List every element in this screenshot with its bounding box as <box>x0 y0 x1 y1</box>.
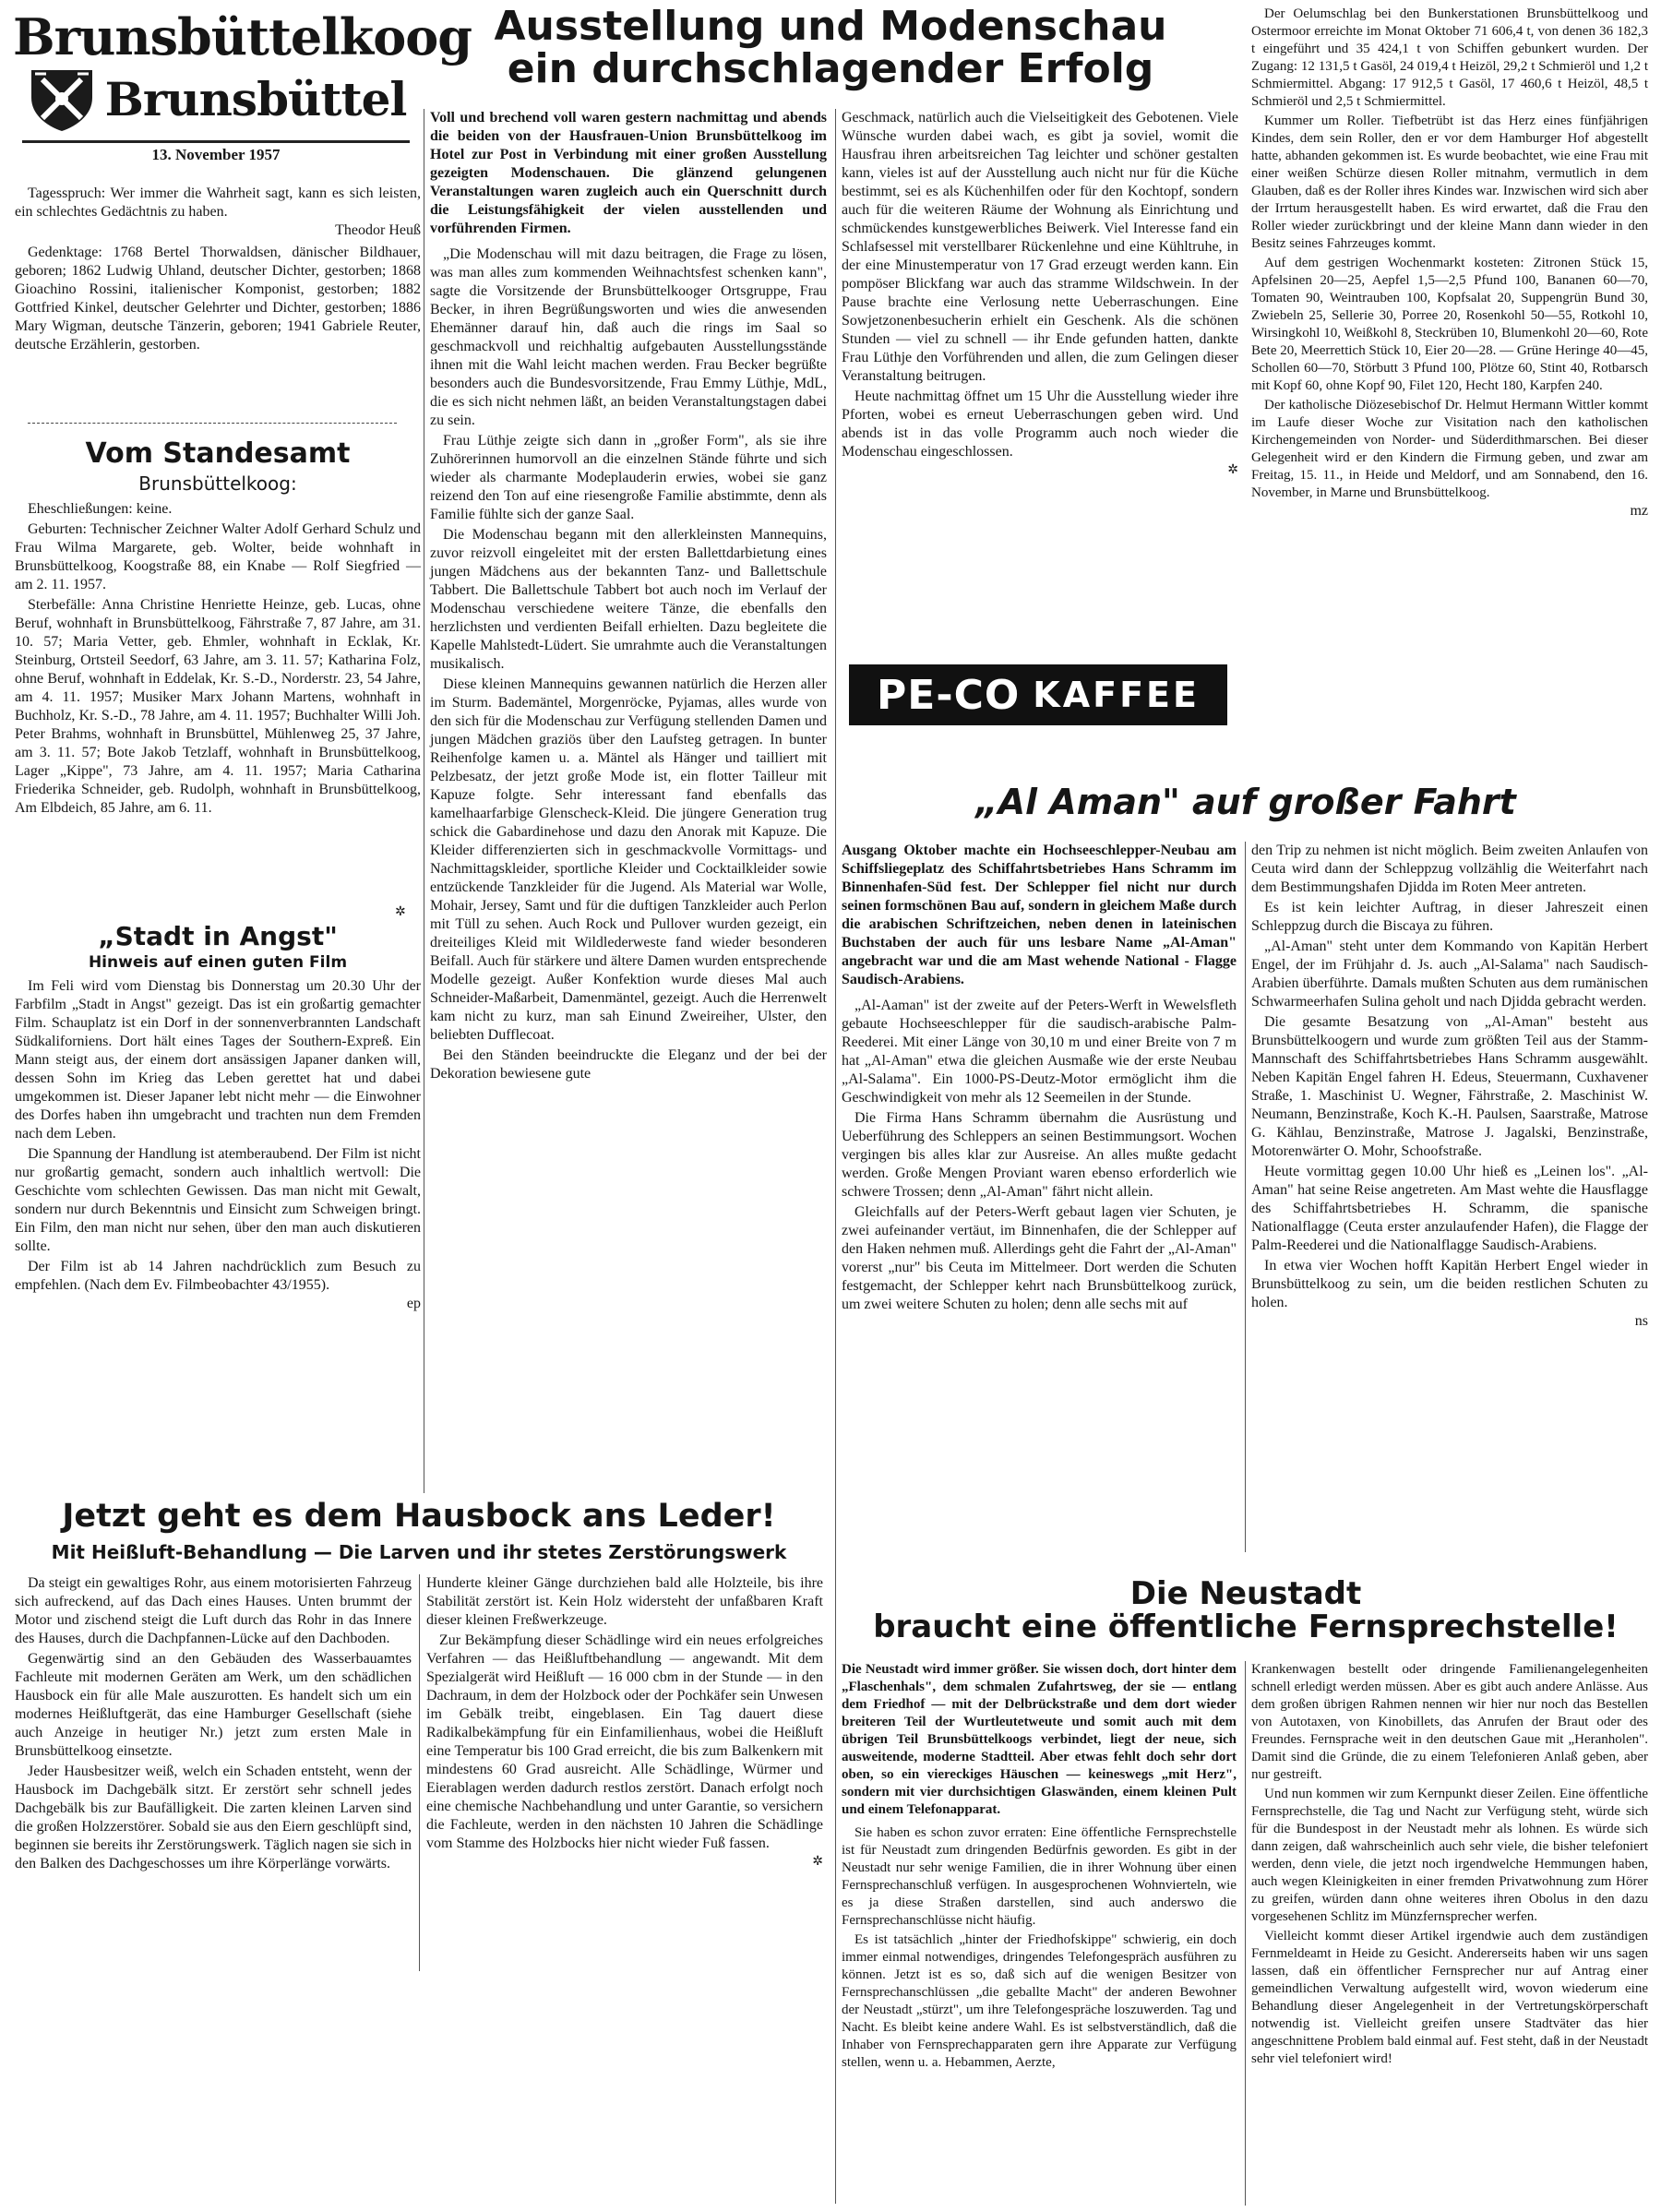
stadt-in-angst-p3: Der Film ist ab 14 Jahren nachdrücklich zum Besuch zu empfehlen. (Nach dem Ev. Filmbeobachter 43/1955). <box>15 1259 421 1294</box>
neustadt-p4: Und nun kommen wir zum Kernpunkt dieser Zeilen. Eine öffentliche Fernsprechstelle, die Tag und Nacht zur Verfügung steht, würde sich für die Bundespost in der Neustadt mehr als lohnen. Es würde sich dann zeigen, daß wahrscheinlich auch sehr viele, die bisher telefoniert werden, denn viele, die jetzt noch irgendwelche Hemmungen haben, auch wegen Kleinigkeiten in einer fremden Privatwohnung zum Hörer zu greifen, würden dann ohne weiteres ihren Obolus in den dazu vorgesehenen Schlitz im Münzfernsprecher werfen. <box>1251 1787 1648 1924</box>
neustadt-p3: Krankenwagen bestellt oder dringende Familienangelegenheiten schnell erledigt werden müssen. Aber es gibt auch andere Anlässe. Aus dem großen übrigen Rahmen nennen wir hier nur noch das Bestellen von Autotaxen, von Kinobillets, das Anrufen der Braut oder des Freundes. Fernsprache weit in den deutschen Gaue mit „Heranholen". Damit sind die Gründe, die zu einem Telefonieren Anlaß geben, aber nur gestreift. <box>1251 1662 1648 1782</box>
hausbock-title: Jetzt geht es dem Hausbock ans Leder! <box>62 1498 776 1535</box>
stadt-in-angst-p2: Die Spannung der Handlung ist atemberaubend. Der Film ist nicht nur großartig gemacht, sondern auch inhaltlich wertvoll: Die Geschichte vom schlechten Gewissen. Das man nicht mit Gewalt, sondern nur durch Bekenntnis und Einsicht zum Schweigen bringt. Ein Film, den man nicht nur sehen, über den man auch diskutieren sollte. <box>15 1146 421 1255</box>
stadt-in-angst-article <box>15 923 421 1417</box>
stadt-in-angst-title: „Stadt in Angst" <box>98 921 338 951</box>
neustadt-column-2 <box>1251 1661 1648 2206</box>
ausstellung-title: Ausstellung und Modenschau ein durchschlagender Erfolg <box>494 3 1167 93</box>
masthead-date: 13. November 1957 <box>151 146 281 163</box>
neustadt-p5: Vielleicht kommt dieser Artikel irgendwie auch dem zuständigen Fernmeldeamt in Heide zu Gesicht. Andererseits haben wir uns sagen lassen, daß ein öffentlicher Fernsprecher nur auf Antrag einer gemeindlichen Verwaltung aufgestellt wird, wovon wiederum eine Behandlung dieser Angelegenheit in der Vertretungskörperschaft notwendig ist. Vielleicht greifen unsere Stadtväter das hier angeschnittene Problem bald einmal auf. Fest steht, daß in der Neustadt sehr viel telefoniert wird! <box>1251 1929 1648 2066</box>
neustadt-title: Die Neustadt braucht eine öffentliche Fernsprechstelle! <box>873 1575 1619 1645</box>
standesamt-eheschliessungen: Eheschließungen: keine. <box>28 500 173 517</box>
alaman-p5: Es ist kein leichter Auftrag, in dieser Jahreszeit einen Schleppzug durch die Biscaya zu führen. <box>1251 900 1648 934</box>
neustadt-p1: Sie haben es schon zuvor erraten: Eine öffentliche Fernsprechstelle ist für Neustadt zum dringenden Bedürfnis geworden. Es gibt in der Neustadt nur sehr wenige Familien, die in ihrer Wohnung über einen Fernsprechanschluß verfügen. In ausgesprochenen Wohnvierteln, wie es ja diese Straßen darstellen, sind auch anderswo die Fernsprechanschlüsse nicht häufig. <box>842 1825 1237 1928</box>
alaman-p1: „Al-Aaman" ist der zweite auf der Peters-Werft in Wewelsfleth gebaute Hochseeschlepper für die saudisch-arabische Palm-Reederei. Mit einer Länge von 30,10 m und einer Breite von 7 m hat „Al-Aman" etwa die gleichen Ausmaße wie der erste Neubau „Al-Salama". Ein 1000-PS-Deutz-Motor ermöglicht ihm die Geschwindigkeit von mehr als 12 Seemeilen in der Stunde. <box>842 998 1237 1106</box>
hausbock-p4: Hunderte kleiner Gänge durchziehen bald alle Holzteile, bis ihre Stabilität zerstört ist. Kein Holz widersteht der unfaßbaren Kraft dieser kleinen Freßwerkzeuge. <box>426 1575 823 1628</box>
standesamt-article <box>15 434 421 904</box>
neustadt-p2: Es ist tatsächlich „hinter der Friedhofskippe" schwierig, ein doch immer einmal notwendiges, dringendes Telefongespräch ausführen zu können. Jetzt ist es so, daß sich auf die wenigen Besitzer von Fernsprechanschlüssen „die geballte Macht" der anderen Bewohner der Neustadt „stürzt", um ihre Telefongespräche loszuwerden. Tag und Nacht. Es bleibt keine andere Wahl. Es ist selbstverständlich, daß die Inhaber von Fernsprechapparaten gern ihre Apparate zur Verfügung stellen, wenn u. a. Hebammen, Aerzte, <box>842 1932 1237 2070</box>
note-bischof: Der katholische Diözesebischof Dr. Helmut Hermann Wittler kommt im Laufe dieser Woche zur Visitation nach den katholischen Kirchengemeinden von Norder- und Süderdithmarschen. Bei dieser Gelegenheit wird er den Kindern die Firmung geben, und zwar am Freitag, 15. 11., in Heide und Meldorf, und am Sonnabend, den 16. November, in Marne und Brunsbüttelkoog. <box>1251 398 1648 500</box>
column-divider <box>1245 1661 1246 2206</box>
hausbock-p1: Da steigt ein gewaltiges Rohr, aus einem motorisierten Fahrzeug sich aufreckend, auf das Dach eines Hauses. Unten brummt der Motor und zischend steigt die Luft durch das Rohr in das Innere des Hauses, durch die Dachpfannen-Lücke auf den Dachboden. <box>15 1575 412 1646</box>
standesamt-subtitle: Brunsbüttelkoog: <box>138 472 297 495</box>
stadt-in-angst-sign: ep <box>406 1296 421 1312</box>
hausbock-column-2 <box>426 1574 823 1980</box>
column-divider <box>419 1574 420 1971</box>
ausstellung-lead: Voll und brechend voll waren gestern nachmittag und abends die beiden von der Hausfrauen-Union Brunsbüttelkoog im Hotel zur Post in Verbindung mit einer großen Ausstellung gezeigten Modenschauen. Die glänzend gelungenen Veranstaltungen waren zugleich auch ein Querschnitt durch die Leistungsfähigkeit der vielen ausstellenden und vorführenden Firmen. <box>430 110 827 236</box>
ausstellung-column-1 <box>430 109 827 1489</box>
ausstellung-p2: Frau Lüthje zeigte sich dann in „großer Form", als sie ihre Zuhörerinnen humorvoll an die einzelnen Stände führte und sich wieder als charmante Modeplauderin erwies, wobei sie ganz reizend den Ton auf eine riesengroße Familie abstimmte, denn als Familie fühlte sich der ganze Saal. <box>430 433 827 522</box>
alaman-p7: Die gesamte Besatzung von „Al-Aman" besteht aus Brunsbüttelkoogern und wurde zum größten Teil aus der Stamm-Mannschaft des Schiffahrtsbetriebes Hans Schramm ausgewählt. Neben Kapitän Engel fahren H. Edeus, Steuermann, Cuxhavener Straße, 1. Maschinist U. Wegner, Fährstraße, 2. Maschinist W. Neumann, Benzinstraße, Koch K.-H. Paulsen, Saarstraße, Matrose G. Kählau, Benzinstraße, Matrose J. Jagalski, Benzinstraße, Motorenwärter O. Mohr, Schoofstraße. <box>1251 1014 1648 1159</box>
hausbock-p3: Jeder Hausbesitzer weiß, welch ein Schaden entsteht, wenn der Hausbock im Dachgebälk sitzt. Er zerstört sehr schnell jedes Dachgebälk bis zur Baufälligkeit. Die zarten kleinen Larven sind die großen Holzzerstörer. Sobald sie aus den Eiern geschlüpft sind, beginnen sie bereits ihr Zerstörungswerk. Täglich nagen sie sich in den Balken des Dachgeschosses um ihre Körperlänge vorwärts. <box>15 1764 412 1871</box>
gedenktage: Gedenktage: 1768 Bertel Thorwaldsen, dänischer Bildhauer, geboren; 1862 Ludwig Uhland, deutscher Dichter, gestorben; 1868 Gioachino Rossini, italienischer Komponist, gestorben; 1882 Gottfried Kinkel, deutscher Gelehrter und Dichter, gestorben; 1886 Mary Wigman, deutsche Tänzerin, geboren; 1941 Gabriele Reuter, deutsche Erzählerin, gestorben. <box>15 245 421 353</box>
intro-column <box>15 185 421 420</box>
ausstellung-p7: Heute nachmittag öffnet um 15 Uhr die Ausstellung wieder ihre Pforten, wobei es erneut Ueberraschungen geben wird. Und abends ist in das volle Programm auch noch wieder die Modenschau eingeschlossen. <box>842 389 1238 460</box>
hausbock-p5: Zur Bekämpfung dieser Schädlinge wird ein neues erfolgreiches Verfahren — das Heißluftbehandlung — angewandt. Mit dem Spezialgerät wird Heißluft — 16 000 cbm in der Stunde — in den Dachraum, in dem der Holzbock oder der Pochkäfer sein Unwesen im Gebälk treibt, eingeblasen. Ein Tag dauert diese Radikalbekämpfung für ein Einfamilienhaus, wobei die Heißluft eine Temperatur bis 100 Grad erreicht, die bis zum Balkenkern mit mindestens 60 Grad ausreicht. Alle Schädlinge, Würmer und Eierablagen werden dadurch restlos zerstört. Danach erfolgt noch eine chemische Nachbehandlung und unter Garantie, so versichern die Fachleute, werden in den nächsten 10 Jahren die Schädlinge vom Stamme des Holzbocks hier nicht wieder Fuß fassen. <box>426 1632 823 1851</box>
note-oelumschlag: Der Oelumschlag bei den Bunkerstationen Brunsbüttelkoog und Ostermoor erreichte im Monat Oktober 71 606,4 t, von denen 36 182,3 t eingeführt und 35 424,1 t von Schiffen gebunkert wurden. Der Zugang: 12 131,5 t Gasöl, 24 019,4 t Heizöl, 29,2 t Schmieröl und 1,2 t Schmiermittel. Abgang: 17 912,5 t Gasöl, 17 460,6 t Heizöl, 48,5 t Schmieröl und 2,5 t Schmiermittel. <box>1251 6 1648 109</box>
coat-of-arms-icon <box>26 66 98 133</box>
standesamt-title: Vom Standesamt <box>85 437 351 470</box>
hausbock-subtitle: Mit Heißluft-Behandlung — Die Larven und ihr stetes Zerstörungswerk <box>51 1541 787 1563</box>
neustadt-column-1 <box>842 1661 1237 2206</box>
separator-star-icon: ✲ <box>395 905 406 919</box>
alaman-lead: Ausgang Oktober machte ein Hochseeschlepper-Neubau am Schiffsliegeplatz des Schiffahrtsbetriebes Hans Schramm im Binnenhafen-Süd fest. Der Schlepper fiel nicht nur durch seinen formschönen Bau auf, sondern in gleichem Maße durch die arabischen Schriftzeichen, neben denen in lateinischen Buchstaben der auch für uns lesbare Name „Al-Aman" angebracht war und die am Mast wehende National - Flagge Saudisch-Arabiens. <box>842 843 1237 987</box>
alaman-column-1 <box>842 842 1237 1557</box>
tagesspruch-author: Theodor Heuß <box>335 222 421 238</box>
ausstellung-p5: Bei den Ständen beeindruckte die Eleganz und der bei der Dekoration bewiesene gute <box>430 1047 827 1082</box>
alaman-column-2 <box>1251 842 1648 1557</box>
masthead-town-top: Brunsbüttelkoog <box>13 7 472 66</box>
tagesspruch: Tagesspruch: Wer immer die Wahrheit sagt, kann es sich leisten, ein schlechtes Gedächtnis zu haben. <box>15 185 421 220</box>
ausstellung-p1: „Die Modenschau will mit dazu beitragen, die Frage zu lösen, was man alles zum kommenden Weihnachtsfest schenken kann", sagte die Vorsitzende der Brunsbüttelkooger Ortsgruppe, Frau Becker, in ihren Begrüßungsworten und wies die anwesenden Ehemänner darauf hin, daß auch die rings im Saal so geschmackvoll und reichhaltig aufgebauten Ausstellungsstände ihnen mit die Wahl leicht machen werden. Frau Becker begrüßte besonders auch die Bundesvorsitzende, Frau Emmy Lüthje, MdL, die es sich nicht nehmen läßt, an beiden Veranstaltungstagen dabei zu sein. <box>430 246 827 428</box>
masthead <box>13 7 472 175</box>
hausbock-end-star-icon: ✲ <box>812 1855 823 1869</box>
alaman-p2: Die Firma Hans Schramm übernahm die Ausrüstung und Ueberführung des Schleppers an seinen Bestimmungsort. Wochen vergingen bis alles klar zur Ausreise. An alles mußte gedacht werden. Große Mengen Proviant waren ebenso erforderlich wie schwere Trossen; denn „Al-Aman" fährt nicht allein. <box>842 1110 1237 1200</box>
alaman-p8: Heute vormittag gegen 10.00 Uhr hieß es „Leinen los". „Al-Aman" hat seine Reise angetreten. Am Mast wehte die Hausflagge des Schiffahrtsbetriebes H. Schramm, die spanische Nationalflagge (Ceuta erster anzulaufender Hafen), die Flagge der Palm-Reederei und die Nationalflagge Saudisch-Arabiens. <box>1251 1164 1648 1253</box>
alaman-sign: ns <box>1634 1313 1648 1329</box>
standesamt-sterbefaelle: Sterbefälle: Anna Christine Henriette Heinze, geb. Lucas, ohne Beruf, wohnhaft in Brunsbüttelkoog, Fährstraße 7, 87 Jahre, am 31. 10. 57; Maria Vetter, geb. Ehmler, wohnhaft in Ecklak, Kr. Steinburg, Ortsteil Seedorf, 63 Jahre, am 3. 11. 57; Katharina Folz, ohne Beruf, wohnhaft in Eddelak, Kr. S.-D., Norderstr. 23, 54 Jahre, am 4. 11. 1957; Musiker Marx Johann Martens, wohnhaft in Buchholz, Kr. S.-D., 78 Jahre, am 4. 11. 1957; Buchhalter Willi Joh. Peter Brahms, wohnhaft in Brunsbüttel, Mühlenweg 25, 37 Jahre, am 3. 11. 57; Bote Jakob Tetzlaff, wohnhaft in Brunsbüttelkoog, Lager „Kippe", 73 Jahre, am 4. 11. 1957; Maria Catharina Friederika Schneider, geb. Rudolph, wohnhaft in Brunsbüttelkoog, Am Elbdeich, 85 Jahre, am 6. 11. <box>15 596 421 816</box>
ausstellung-p3: Die Modenschau begann mit den allerkleinsten Mannequins, zuvor reizvoll eingeleitet mit der ersten Ballettdarbietung eines jungen Mädchens aus der bekannten Tanz- und Ballettschule Tabbert. Die Ballettschule Tabbert bot auch noch im Verlauf der Modenschau verschiedene weitere Tänze, die ebenfalls den herzlichsten und verdienten Beifall erhielten. Dazu begleitete die Kapelle Mahlstedt-Lüdert. Sie umrahmte auch die Veranstaltungen musikalisch. <box>430 527 827 672</box>
notizen-column <box>1251 6 1648 762</box>
hausbock-column-1 <box>15 1574 412 1971</box>
alaman-title: „Al Aman" auf großer Fahrt <box>975 782 1516 822</box>
stadt-in-angst-subtitle: Hinweis auf einen guten Film <box>88 953 348 973</box>
hausbock-p2: Gegenwärtig sind an den Gebäuden des Wasserbauamtes Fachleute mit modernen Geräten am Werk, um den schädlichen Hausbock ein für alle Male auszurotten. Es handelt sich um ein modernes Heißluftgerät, das eine Hamburger Gesellschaft (siehe auch Anzeige in heutiger Nr.) jetzt zum ersten Male in Brunsbüttelkoog einsetzte. <box>15 1651 412 1759</box>
note-roller: Kummer um Roller. Tiefbetrübt ist das Herz eines fünfjährigen Kindes, dem sein Roller, den er vor dem Hamburger Hof abgestellt hatte, abhanden gekommen ist. Es wurde beobachtet, wie eine Frau mit einer weißen Schürze diesen Roller mitnahm, vermutlich in dem Glauben, daß es der Roller ihres Kindes war. Inzwischen wird sich aber der Irrtum herausgestellt haben. Es wird erwartet, daß die Frau den Roller wieder zurückbringt und der kleine Mann dann wieder in den Besitz seines Fahrzeuges kommt. <box>1251 114 1648 251</box>
alaman-p3: Gleichfalls auf der Peters-Werft gebaut lagen vier Schuten, je zwei aufeinander vertäut, im Binnenhafen, die der Schlepper auf den Haken nehmen muß. Allerdings geht die Fahrt der „Al-Aman" vorerst „nur" bis Ceuta im Mittelmeer. Dort werden die Schuten festgemacht, der Schlepper kehrt nach Brunsbüttelkoog zurück, um zwei weitere Schuten zu holen; denn alle sechs mit auf <box>842 1204 1237 1312</box>
neustadt-lead: Die Neustadt wird immer größer. Sie wissen doch, dort hinter dem „Flaschenhals", dem schmalen Zufahrtsweg, der sie — entlang dem Friedhof — mit der Delbrückstraße und dem dort wieder breiteren Teil der Wurtleutetweute und somit auch mit dem übrigen Teil Brunsbüttelkoogs verbindet, liegt der neue, sich ausweitende, moderne Stadtteil. Aber etwas fehlt doch sehr dort oben, so ein viereckiges Häuschen — keineswegs „mit Herz", sondern mit vier durchsichtigen Glaswänden, einem kleinen Pult und einem Telefonapparat. <box>842 1662 1237 1817</box>
column-divider <box>1245 842 1246 1552</box>
alaman-p6: „Al-Aman" steht unter dem Kommando von Kapitän Herbert Engel, der im Frühjahr d. Js. auch „Al-Salama" nach Saudisch-Arabien überführte. Damals mußten Schuten aus dem rumänischen Schwarmeerhafen Sulina geholt und nach Djidda gebracht werden. <box>1251 939 1648 1010</box>
ausstellung-p6: Geschmack, natürlich auch die Vielseitigkeit des Gebotenen. Viele Wünsche wurden dabei wach, es gibt ja soviel, womit die Hausfrau ihren arbeitsreichen Tag leichter und schöner gestalten kann, vieles ist auf der Ausstellung auch nicht nur für die Küche bestimmt, sei es als Küchenhilfen oder für den Kochtopf, sondern auch für die weiteren Räume der Wohnung als Einrichtung und schmückendes kunstgewerbliches Beiwerk. Viel Interesse fand ein Schlafsessel mit verstellbarer Rückenlehne und eine Kühltruhe, in der eine Minustemperatur von 17 Grad erzeugt werden kann. Ein pompöser Blickfang war auch das stramme Wildschwein. In der Pause brachte eine Verlosung nette Ueberraschungen. Eine Sowjetzonenbesucherin erhielt ein Geschenk. Als die schönen Stunden — viel zu schnell — ihr Ende gefunden hatten, dankte Frau Lüthje den Vorführenden und allen, die zum Gelingen dieser Veranstaltung beitrugen. <box>842 110 1238 384</box>
note-wochenmarkt: Auf dem gestrigen Wochenmarkt kosteten: Zitronen Stück 15, Apfelsinen 20—25, Aepfel 1,5—2,5 Pfund 100, Bananen 60—70, Tomaten 90, Weintrauben 100, Kopfsalat 20, Suppengrün Bund 30, Zwiebeln 25, Sellerie 30, Porree 20, Rosenkohl 50—55, Rotkohl 10, Wirsingkohl 10, Weißkohl 8, Steckrüben 10, Blumenkohl 20—60, Rote Bete 20, Meerrettich Stück 10, Eier 20—28. — Grüne Heringe 40—45, Schollen 60—70, Störbutt 3 Pfund 100, Plötze 60, Stint 40, Rotbarsch mit Kopf 60, ohne Kopf 90, Filet 120, Hecht 180, Karpfen 240. <box>1251 256 1648 393</box>
advert-product: KAFFEE <box>1033 675 1200 715</box>
stadt-in-angst-p1: Im Feli wird vom Dienstag bis Donnerstag um 20.30 Uhr der Farbfilm „Stadt in Angst" gezeigt. Das ist ein großartig gemachter Film. Schauplatz ist ein Dorf in der sonnenverbrannten Landschaft Südkaliforniens. Dort hält eines Tages der Southern-Expreß. Ein Mann steigt aus, der einem dort ansässigen Japaner danken will, dessen Sohn im Krieg das Leben gerettet hat und dabei umgekommen ist. Dieser Japaner lebt nicht mehr — die Einwohner des Dorfes haben ihn umgebracht und trachten nun dem Fremden nach dem Leben. <box>15 978 421 1142</box>
notes-sign: mz <box>1630 503 1648 519</box>
peco-kaffee-advert <box>849 664 1227 725</box>
ausstellung-column-2 <box>842 109 1238 626</box>
alaman-p9: In etwa vier Wochen hofft Kapitän Herbert Engel wieder in Brunsbüttelkoog zu sein, um die beiden restlichen Schuten zu holen. <box>1251 1258 1648 1310</box>
standesamt-geburten: Geburten: Technischer Zeichner Walter Adolf Gerhard Schulz und Frau Wilma Margarete, geb. Wolter, beide wohnhaft in Brunsbüttelkoog, Koogstraße 88, ein Knabe — Rolf Siegfried — am 2. 11. 1957. <box>15 520 421 592</box>
masthead-town-bottom: Brunsbüttel <box>104 72 407 126</box>
ausstellung-end-star-icon: ✲ <box>1227 463 1238 477</box>
alaman-p4: den Trip zu nehmen ist nicht möglich. Beim zweiten Anlaufen von Ceuta wird dann der Schleppzug vollzählig die Weiterfahrt nach dem Bestimmungshafen Djidda im Roten Meer antreten. <box>1251 843 1648 895</box>
advert-brand: PE-CO <box>877 671 1021 719</box>
column-divider <box>835 109 836 2204</box>
ausstellung-p4: Diese kleinen Mannequins gewannen natürlich die Herzen aller im Sturm. Bademäntel, Morgenröcke, Pyjamas, alles wurde von den sich für die Modenschau zur Verfügung stellenden Damen und jungen Mädchen graziös über den Laufsteg getragen. In bunter Reihenfolge kamen u. a. Mäntel als Hänger und tailliert mit Pelzbesatz, der jetzt große Mode ist, ein flotter Tailleur mit Kapuze folgte. Sehr interessant fand ebenfalls das kamelhaarfarbige Glenscheck-Kleid. Die jüngere Generation trug schick die Gabardinehose und dazu den Anorak mit Kapuze. Die Kleider differenzierten sich in geschmackvolle Vormittags- und Nachmittagskleider, sportliche Kleider und Cocktailkleider sowie entzückende Tanzkleider für die Jugend. Als Material war Wolle, Mohair, Jersey, Samt und für die duftigen Tanzkleider auch Perlon mit Tüll zu sehen. Auch Rock und Pullover wurden gezeigt, ein dreiteiliges Kleid mit Wildlederweste fand wieder besonderen Beifall. Auch für stärkere und ältere Damen wurden entsprechende Modelle gezeigt. Außer Konfektion wurde dieses Mal auch Schneider-Maßarbeit, Damenmäntel, gezeigt. Auch die Herrenwelt kam nicht zu kurz, man sah Einund Zweireiher, Ulster, den beliebten Dufflecoat. <box>430 676 827 1043</box>
